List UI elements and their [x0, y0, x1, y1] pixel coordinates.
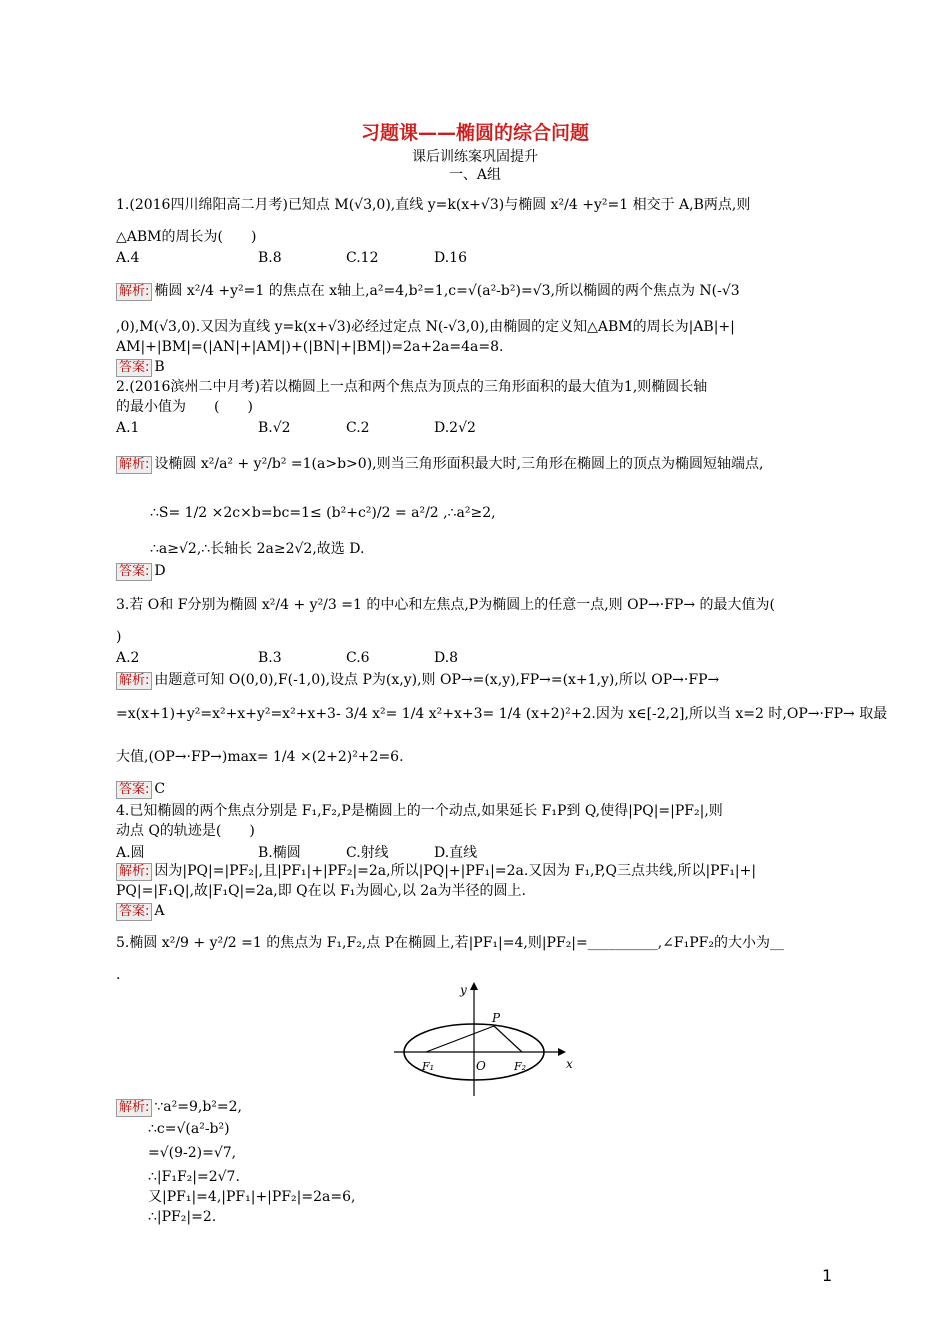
q5-stem-line1: 5.椭圆 x²/9 + y²/2 =1 的焦点为 F₁,F₂,点 P在椭圆上,若|PF₁|=4,则|PF₂|=__________,∠F₁PF₂的大小为__: [116, 935, 785, 951]
point-p-label: P: [492, 1011, 501, 1025]
analysis-tag: 解析:: [116, 1099, 152, 1117]
q2-option-b: B.√2: [258, 420, 291, 436]
analysis-text: ∵a²=9,b²=2,: [154, 1099, 243, 1115]
q1-option-a: A.4: [116, 250, 140, 266]
q3-stem-line1: 3.若 O和 F分别为椭圆 x²/4 + y²/3 =1 的中心和左焦点,P为椭圆上的任意一点,则 OP→·FP→ 的最大值为(: [116, 597, 775, 613]
q4-option-b: B.椭圆: [258, 845, 301, 861]
q4-stem-line1: 4.已知椭圆的两个焦点分别是 F₁,F₂,P是椭圆上的一个动点,如果延长 F₁P到 Q,使得|PQ|=|PF₂|,则: [116, 803, 723, 819]
q5-analysis-line6: ∴|PF₂|=2.: [148, 1209, 217, 1225]
q1-option-b: B.8: [258, 250, 282, 266]
answer-text: A: [154, 903, 165, 919]
q2-analysis-line3: ∴a≥√2,∴长轴长 2a≥2√2,故选 D.: [150, 541, 365, 557]
analysis-tag: 解析:: [116, 863, 152, 881]
page-subtitle: 课后训练案巩固提升: [412, 149, 538, 165]
answer-text: C: [154, 781, 166, 797]
x-axis-arrow: [558, 1048, 566, 1056]
q2-stem-line2: 的最小值为 ( ): [116, 399, 253, 415]
group-heading: 一、A组: [448, 167, 502, 183]
q2-analysis-line1: [116, 455, 764, 474]
ellipse-figure: [390, 978, 573, 1098]
focus-f1-label: F₁: [422, 1060, 435, 1073]
origin-label: O: [476, 1059, 486, 1073]
q1-stem-line2: △ABM的周长为( ): [116, 229, 257, 245]
q3-analysis-line3: 大值,(OP→·FP→)max= 1/4 ×(2+2)²+2=6.: [116, 749, 404, 765]
q4-option-d: D.直线: [434, 845, 478, 861]
q4-analysis-line1: [116, 862, 756, 881]
q2-option-a: A.1: [116, 420, 140, 436]
analysis-text: 椭圆 x²/4 +y²=1 的焦点在 x轴上,a²=4,b²=1,c=√(a²-b²)=√3,所以椭圆的两个焦点为 N(-√3: [154, 283, 740, 299]
q4-option-c: C.射线: [346, 845, 389, 861]
q1-analysis-line3: AM|+|BM|=(|AN|+|AM|)+(|BN|+|BM|)=2a+2a=4a=8.: [116, 339, 504, 355]
q3-stem-line2: ): [116, 629, 122, 645]
analysis-text: 因为|PQ|=|PF₂|,且|PF₁|+|PF₂|=2a,所以|PQ|+|PF₁|=2a.又因为 F₁,P,Q三点共线,所以|PF₁|+|: [154, 863, 757, 879]
q3-option-d: D.8: [434, 650, 459, 666]
y-axis-arrow: [470, 982, 478, 990]
q1-answer: [116, 358, 165, 377]
y-axis-label: y: [460, 983, 467, 997]
q1-analysis-line1: [116, 282, 740, 301]
q2-analysis-line2: ∴S= 1/2 ×2c×b=bc=1≤ (b²+c²)/2 = a²/2 ,∴a²≥2,: [150, 505, 496, 521]
q1-option-d: D.16: [434, 250, 467, 266]
analysis-text: 设椭圆 x²/a² + y²/b² =1(a>b>0),则当三角形面积最大时,三角形在椭圆上的顶点为椭圆短轴端点,: [154, 456, 764, 472]
answer-tag: 答案:: [116, 903, 152, 921]
q3-analysis-line1: [116, 671, 719, 690]
q5-analysis-line5: 又|PF₁|=4,|PF₁|+|PF₂|=2a=6,: [148, 1189, 356, 1205]
analysis-tag: 解析:: [116, 672, 152, 690]
q4-stem-line2: 动点 Q的轨迹是( ): [116, 823, 255, 839]
q2-answer: [116, 562, 166, 581]
q4-answer: [116, 902, 165, 921]
q3-option-a: A.2: [116, 650, 140, 666]
q3-analysis-line2: =x(x+1)+y²=x²+x+y²=x²+x+3- 3/4 x²= 1/4 x²+x+3= 1/4 (x+2)²+2.因为 x∈[-2,2],所以当 x=2 时,OP→·FP→ 取最: [116, 706, 888, 722]
q1-option-c: C.12: [346, 250, 379, 266]
q5-analysis-line1: [116, 1098, 242, 1117]
answer-tag: 答案:: [116, 359, 152, 377]
q2-option-c: C.2: [346, 420, 370, 436]
q5-analysis-line3: =√(9-2)=√7,: [148, 1145, 237, 1161]
analysis-tag: 解析:: [116, 283, 152, 301]
q5-analysis-line4: ∴|F₁F₂|=2√7.: [148, 1169, 240, 1185]
q4-option-a: A.圆: [116, 845, 145, 861]
analysis-tag: 解析:: [116, 456, 152, 474]
analysis-text: 由题意可知 O(0,0),F(-1,0),设点 P为(x,y),则 OP→=(x,y),FP→=(x+1,y),所以 OP→·FP→: [154, 672, 720, 688]
page-number: 1: [822, 1266, 833, 1285]
q2-option-d: D.2√2: [434, 420, 476, 436]
q3-option-c: C.6: [346, 650, 370, 666]
q3-option-b: B.3: [258, 650, 282, 666]
segment-pf1: [426, 1026, 494, 1052]
q2-stem-line1: 2.(2016滨州二中月考)若以椭圆上一点和两个焦点为顶点的三角形面积的最大值为1,则椭圆长轴: [116, 379, 708, 395]
answer-tag: 答案:: [116, 563, 152, 581]
answer-text: B: [154, 359, 165, 375]
q5-analysis-line2: ∴c=√(a²-b²): [148, 1121, 230, 1137]
q3-answer: [116, 780, 165, 799]
q1-stem-line1: 1.(2016四川绵阳高二月考)已知点 M(√3,0),直线 y=k(x+√3)与椭圆 x²/4 +y²=1 相交于 A,B两点,则: [116, 197, 751, 213]
q4-analysis-line2: PQ|=|F₁Q|,故|F₁Q|=2a,即 Q在以 F₁为圆心,以 2a为半径的圆上.: [116, 883, 527, 899]
page-title: 习题课——椭圆的综合问题: [360, 122, 589, 144]
q5-stem-line2: .: [116, 967, 121, 983]
answer-tag: 答案:: [116, 781, 152, 799]
x-axis-label: x: [566, 1057, 573, 1071]
focus-f2-label: F₂: [514, 1060, 527, 1073]
q1-analysis-line2: ,0),M(√3,0).又因为直线 y=k(x+√3)必经过定点 N(-√3,0),由椭圆的定义知△ABM的周长为|AB|+|: [116, 319, 735, 335]
answer-text: D: [154, 563, 166, 579]
